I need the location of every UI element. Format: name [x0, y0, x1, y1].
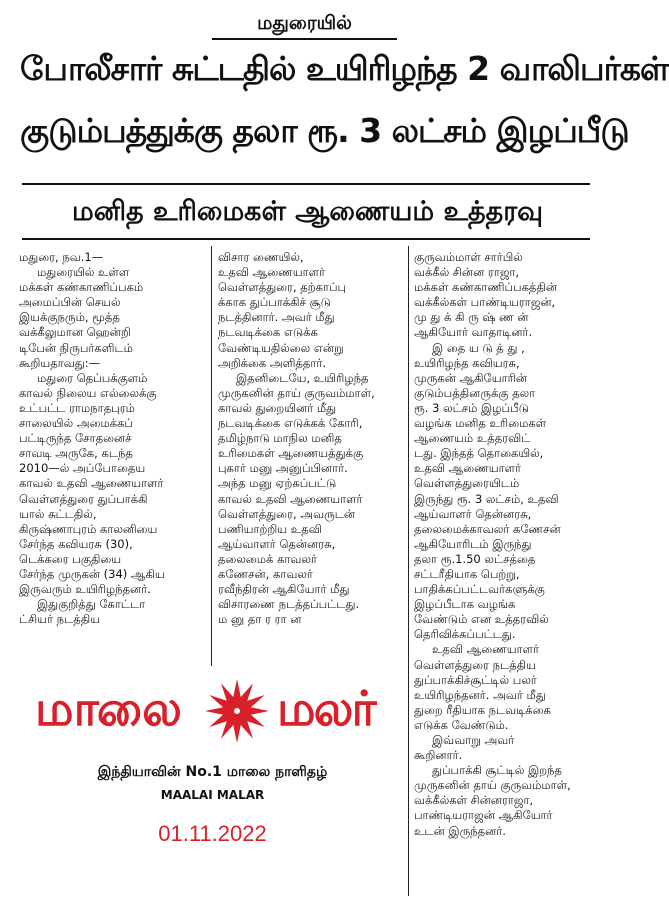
article-line: வக்கீல்கள் பாண்டியராஜன், [414, 295, 556, 310]
article-line: உரிமைகள் ஆணையத்துக்கு [218, 446, 364, 461]
article-line: இதனிடையே, உயிரிழந்த [236, 370, 369, 385]
article-line: நடவடிக்கை எடுக்க [218, 325, 318, 340]
article-line: காவல் உதவி ஆணையாளர் [19, 476, 164, 491]
article-line: வக்கீல்கள் சின்னராஜா, [414, 793, 534, 808]
article-line: காவல் துறையினர் மீது [218, 400, 337, 415]
article-line: குருவம்மாள் சார்பில் [414, 250, 523, 264]
article-line: அந்த மனு ஏற்கப்பட்டு [218, 476, 337, 491]
masthead-tagline: இந்தியாவின் No.1 மாலை நாளிதழ் [97, 764, 328, 780]
article-line: ஆய்வாளர் தென்னரசு, [218, 536, 336, 551]
article-line: பணியாற்றிய உதவி [218, 521, 322, 536]
headline-line-1: போலீசார் சுட்டதில் உயிரிழந்த 2 வாலிபர்கள் [20, 49, 669, 88]
article-line: முருகனின் தாய் குருவம்மாள், [414, 778, 571, 793]
article-line: தமிழ்நாடு மாநில மனித [218, 431, 342, 446]
article-line: அமைப்பின் செயல் [19, 295, 121, 310]
article-line: இதுகுறித்து கோட்டா [37, 597, 146, 612]
article-line: உதவி ஆணையாளர் [432, 642, 539, 657]
article-line: உதவி ஆணையாளர் [218, 265, 325, 280]
article-line: முருகன் ஆகியோரின் [414, 370, 528, 385]
article-line: 2010—ல் அப்போதைய [19, 461, 146, 476]
article-line: விசார ணையில், [218, 250, 304, 264]
article-line: உயிரிழந்த கவியரசு, [414, 355, 520, 370]
article-line: காவல் நிலைய எல்லைக்கு [19, 385, 157, 400]
masthead-english-name: MAALAI MALAR [160, 788, 265, 802]
article-line: இருந்து ரூ. 3 லட்சம், உதவி [414, 491, 559, 506]
article-line: மதுரை, நவ.1— [19, 250, 104, 264]
divider-bottom [22, 238, 590, 240]
article-line: ட்சியர் நடத்திய [19, 612, 100, 627]
article-line: டது. இந்தத் தொகையில், [414, 446, 544, 461]
article-line: சேர்ந்த கவியரசு (30), [19, 536, 133, 551]
article-line: ஆய்வாளர் தென்னரசு, [414, 506, 532, 521]
article-line: ரூ. 3 லட்சம் இழப்பீடு [414, 400, 529, 415]
article-line: வழங்க மனித உரிமைகள் [414, 416, 547, 431]
article-line: வெள்ளத்துரையிடம் [414, 476, 520, 491]
article-line: விசாரணை நடத்தப்பட்டது. [218, 597, 360, 612]
article-line: வெள்ளத்துரை துப்பாக்கி [19, 491, 148, 506]
article-line: வேண்டும் என உத்தரவில் [414, 612, 549, 627]
article-line: மக்கள் கண்காணிப்பகம் [19, 280, 144, 295]
column-divider [408, 246, 409, 896]
article-line: கூறியதாவது:— [19, 355, 101, 370]
article-line: வக்கீலுமான ஹென்றி [19, 325, 131, 340]
article-line: உடன் இருந்தனர். [414, 823, 506, 838]
article-line: மதுரை தெப்பக்குளம் [37, 370, 148, 385]
column-divider [211, 246, 212, 666]
article-line: பாண்டியராஜன் ஆகியோர் [414, 808, 553, 823]
article-line: கூறினார். [414, 748, 463, 763]
article-column-1 [19, 250, 205, 627]
article-line: டெக்கரை பகுதியை [19, 551, 122, 566]
flower-icon [203, 677, 271, 745]
article-line: வெள்ளத்துரை, தற்காப்பு [218, 280, 347, 295]
logo-word-right: மலர் [277, 681, 375, 737]
article-line: இ தை ய டு த் து , [432, 340, 525, 355]
article-line: முருகனின் தாய் குருவம்மாள், [218, 385, 375, 400]
article-line: ஆகியோர் வாதாடினர். [414, 325, 533, 340]
article-line: மக்கள் கண்காணிப்பகத்தின் [414, 280, 557, 295]
article-line: காவல் உதவி ஆணையாளர் [218, 491, 363, 506]
article-line: வெள்ளத்துரை நடத்திய [414, 657, 536, 672]
article-line: தலா ரூ.1.50 லட்சத்தை [414, 551, 536, 566]
kicker-label: மதுரையில் [217, 8, 392, 40]
article-line: இழப்பீடாக வழங்க [414, 597, 516, 612]
article-line: இருவரும் உயிரிழந்தனர். [19, 582, 151, 597]
article-line: டிபேன் நிருபர்களிடம் [19, 340, 133, 355]
article-line: பட்டிருந்த சோதனைச் [19, 431, 132, 446]
article-line: கிருஷ்ணாபுரம் காலனியை [19, 521, 158, 536]
article-line: உயிரிழந்தனர். அவர் மீது [414, 687, 546, 702]
headline-line-2: குடும்பத்துக்கு தலா ரூ. 3 லட்சம் இழப்பீடு [20, 111, 629, 150]
logo-word-left: மாலை [35, 681, 180, 737]
article-line: ஆகியோரிடம் இருந்து [414, 536, 532, 551]
masthead-logo [25, 665, 405, 775]
article-line: உட்பட்ட ராமநாதபுரம் [19, 400, 135, 415]
article-line: யால் சுட்டதில், [19, 506, 97, 521]
article-line: சாலையில் அமைக்கப் [19, 416, 133, 431]
article-line: புகார் மனு அனுப்பினார். [218, 461, 348, 476]
article-line: கணேசன், காவலர் [218, 566, 313, 581]
article-line: வெள்ளத்துரை, அவருடன் [218, 506, 356, 521]
kicker-underline [212, 38, 397, 40]
article-line: இவ்வாறு அவர் [432, 733, 515, 747]
article-line: க்காக துப்பாக்கிச் சூடு [218, 295, 331, 310]
article-line: துறை ரீதியாக நடவடிக்கை [414, 702, 551, 717]
article-line: நடவடிக்கை எடுக்கக் கோரி, [218, 416, 363, 431]
article-line: தெரிவிக்கப்பட்டது. [414, 627, 516, 642]
article-line: இயக்குநரும், மூத்த [19, 310, 120, 325]
article-column-3 [414, 250, 601, 839]
article-line: ஆணையம் உத்தரவிட் [414, 431, 531, 446]
article-line: உதவி ஆணையாளர் [414, 461, 521, 476]
article-line: எடுக்க வேண்டும். [414, 717, 509, 732]
article-line: பாதிக்கப்பட்டவர்களுக்கு [414, 582, 545, 597]
article-line: ம னு தா ர ரா ன [218, 612, 302, 627]
article-line: ரவீந்திரன் ஆகியோர் மீது [218, 582, 350, 597]
article-line: தலைமைக்காவலர் கணேசன் [414, 521, 561, 536]
article-line: குடும்பத்தினருக்கு தலா [414, 385, 536, 400]
article-line: நடத்தினார். அவர் மீது [218, 310, 335, 325]
article-line: துப்பாக்கிச்சூட்டில் பலர் [414, 672, 537, 687]
divider-top [22, 183, 590, 185]
article-line: மதுரையில் உள்ள [37, 265, 130, 280]
article-line: துப்பாக்கி சூட்டில் இறந்த [432, 763, 562, 778]
article-column-2 [218, 250, 403, 627]
article-line: சாவடி அருகே, கடந்த [19, 446, 133, 461]
article-line: வக்கீல் சின்ன ராஜா, [414, 265, 520, 280]
article-line: தலைமைக் காவலர் [218, 551, 317, 566]
article-line: சட்டரீதியாக பெற்று, [414, 566, 520, 581]
article-line: வேண்டியதில்லை என்று [218, 340, 344, 355]
subheadline: மனித உரிமைகள் ஆணையம் உத்தரவு [71, 196, 544, 227]
article-line: மு து க் கி ரு ஷ் ண ன் [414, 310, 529, 325]
publication-date: 01.11.2022 [158, 821, 267, 846]
article-line: சேர்ந்த முருகன் (34) ஆகிய [19, 566, 165, 581]
article-line: அறிக்கை அளித்தார். [218, 355, 327, 370]
